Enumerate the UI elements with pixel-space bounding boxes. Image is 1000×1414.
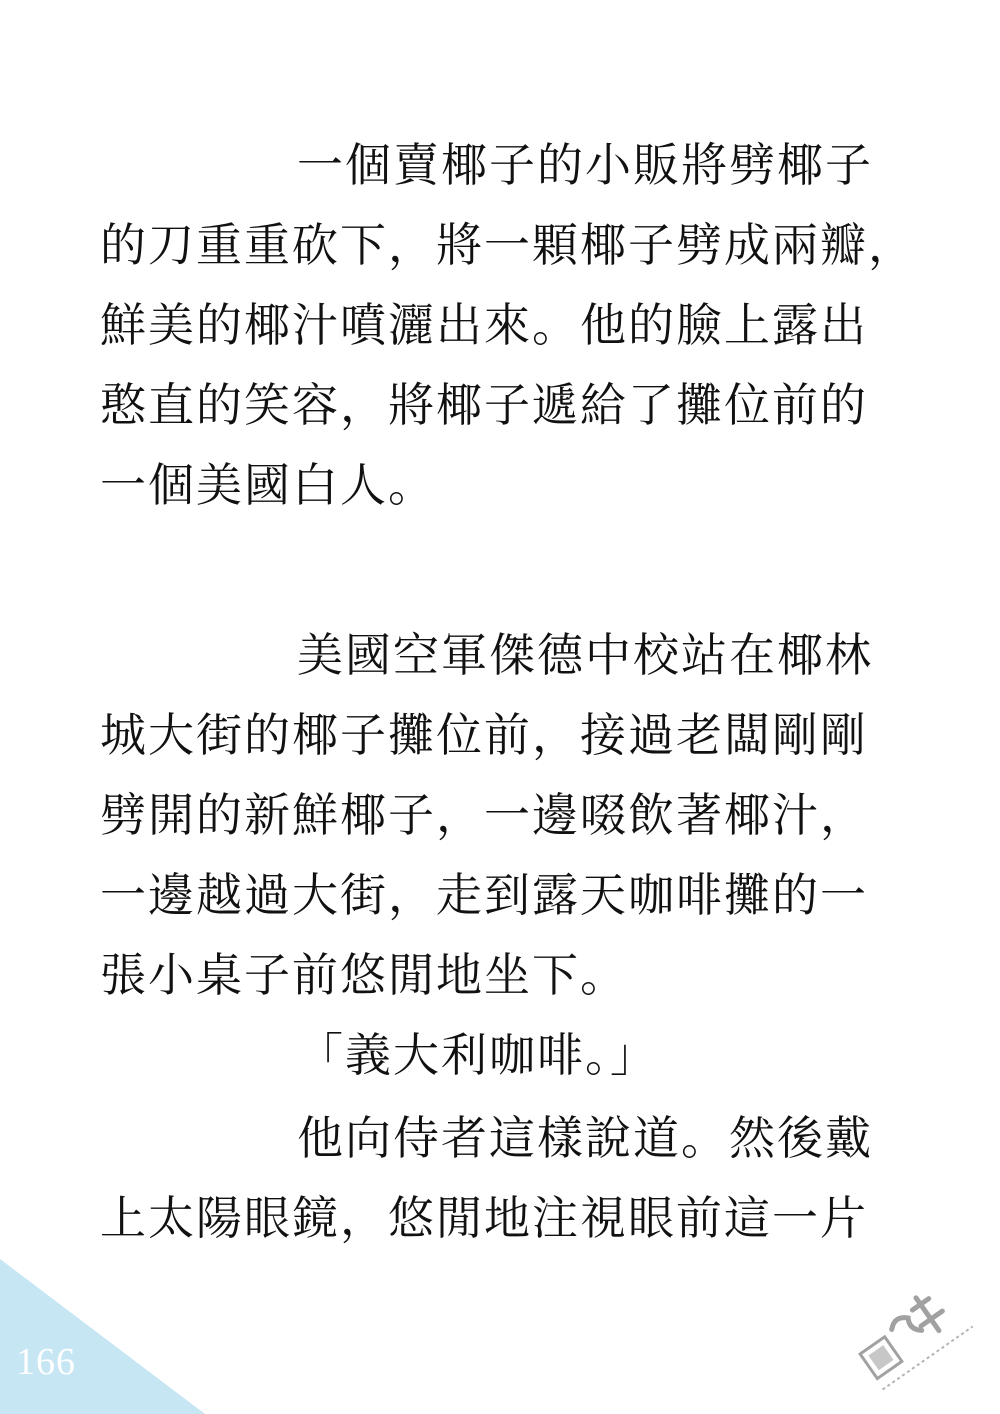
- text-line-8: 劈開的新鮮椰子，一邊啜飲著椰汁，: [100, 788, 868, 842]
- text-line-1: 一個賣椰子的小販將劈椰子: [297, 138, 873, 192]
- text-line-10: 張小桌子前悠閒地坐下。: [100, 948, 628, 1002]
- text-line-2: 的刀重重砍下，將一顆椰子劈成兩瓣，: [100, 218, 916, 272]
- text-line-9: 一邊越過大街，走到露天咖啡攤的一: [100, 868, 868, 922]
- text-line-7: 城大街的椰子攤位前，接過老闆剛剛: [100, 708, 868, 762]
- text-line-4: 憨直的笑容，將椰子遞給了攤位前的: [100, 378, 868, 432]
- text-line-11: 「義大利咖啡。」: [297, 1028, 658, 1082]
- page-number: 166: [16, 1341, 76, 1383]
- text-line-12: 他向侍者這樣說道。然後戴: [297, 1111, 873, 1165]
- text-line-3: 鮮美的椰汁噴灑出來。他的臉上露出: [100, 298, 868, 352]
- text-line-13: 上太陽眼鏡，悠閒地注視眼前這一片: [100, 1191, 868, 1245]
- corner-decoration: [0, 1259, 205, 1414]
- text-line-5: 一個美國白人。: [100, 458, 436, 512]
- text-line-6: 美國空軍傑德中校站在椰林: [297, 628, 873, 682]
- watermark-stamp-icon: [840, 1270, 990, 1410]
